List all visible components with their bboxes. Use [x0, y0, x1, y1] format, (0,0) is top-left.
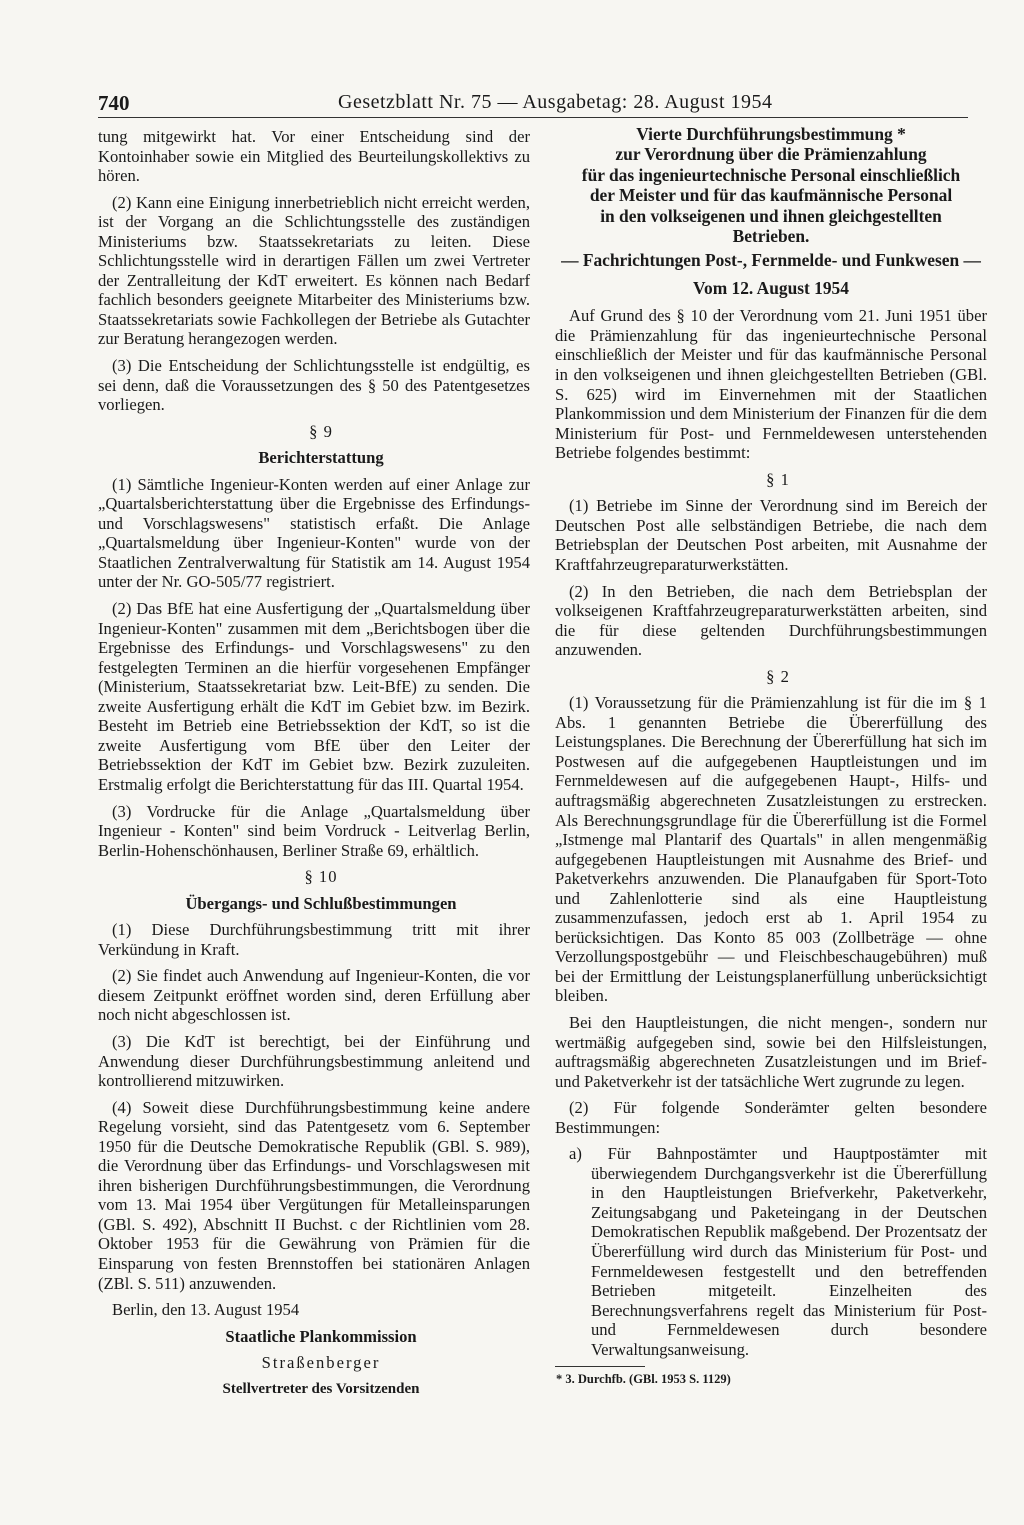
paragraph: (4) Soweit diese Durchführungsbestimmung keine andere Regelung vorsieht, sind das Patentgesetz vom 6. September 1950 für die Deutsche Demokratische Republik (GBl. S. 989), die Verordnung über das Erfindungs- und Vorschlagswesen mit ihren bisherigen Durchführungsbestimmungen, die Verordnung vom 13. Mai 1954 über Vergütungen für Metalleinsparungen (GBl. S. 492), Abschnitt II Buchst. c der Richtlinien vom 28. Oktober 1953 für die Gewährung von Prämien für die Einsparung von festen Brennstoffen bei stationären Anlagen (ZBl. S. 511) anzuwenden. — [98, 1097, 530, 1293]
title-line: zur Verordnung über die Prämienzahlung — [615, 144, 927, 165]
left-column — [98, 127, 530, 1406]
section-title: Berichterstattung — [258, 448, 384, 468]
header-title: Gesetzblatt Nr. 75 — Ausgabetag: 28. August 1954 — [338, 91, 773, 113]
title-line: in den volkseigenen und ihnen gleichgestellten — [600, 205, 942, 226]
paragraph: (2) Kann eine Einigung innerbetrieblich nicht erreicht werden, ist der Vorgang an die Schlichtungsstelle des zuständigen Ministeriums bzw. Staatssekretariats zu leiten. Diese Schlichtungsstelle wird in derartigen Fällen um zwei Vertreter der Zentralleitung der KdT erweitert. Es können nach Bedarf fachlich besonders geeignete Mitarbeiter des Ministeriums bzw. Staatssekretariats sowie Fachkollegen der Betriebe als Gutachter zur Beratung herangezogen werden. — [98, 192, 530, 349]
footnote-rule — [555, 1366, 645, 1367]
signatory-name: Straßenberger — [261, 1353, 381, 1373]
paragraph: tung mitgewirkt hat. Vor einer Entscheidung sind der Kontoinhaber sowie ein Mitglied des Beurteilungskollektivs zu hören. — [98, 127, 530, 186]
paragraph: (3) Vordrucke für die Anlage „Quartalsmeldung über Ingenieur - Konten" sind beim Vordruck - Leitverlag Berlin, Berlin-Hohenschönhausen, Berliner Straße 69, erhältlich. — [98, 801, 530, 860]
section-number: § 9 — [309, 421, 333, 441]
place-date: Berlin, den 13. August 1954 — [112, 1300, 300, 1320]
title-line: Betrieben. — [732, 226, 810, 247]
paragraph: (1) Voraussetzung für die Prämienzahlung ist für die im § 1 Abs. 1 genannten Betriebe die Übererfüllung des Leistungsplanes. Die Berechnung der Übererfüllung hat sich im Postwesen auf die aufgegebenen Hauptleistungen und im Fernmeldewesen auf die aufgegebenen Haupt-, Hilfs- und auftragsmäßig abgerechneten Zusatzleistungen zu erstrecken. Als Berechnungsgrundlage für die Übererfüllung ist die Formel „Istmenge mal Plantarif des Quartals" in allen mengenmäßig aufgegebenen Hauptleistungen mit Ausnahme des Brief- und Paketverkehrs anzuwenden. Die Planaufgaben für Sport-Toto und Zahlenlotterie sind als eine Hauptleistung zusammenzufassen, jedoch erst ab 1. April 1954 zu berücksichtigen. Das Konto 85 003 (Zollbeträge — ohne Verzollungspostgebühr — und Fleischbeschaugebühren) muß bei der Ermittlung der Leistungsplanerfüllung unberücksichtigt bleiben. — [555, 693, 987, 1006]
page-header — [98, 88, 968, 120]
page-number: 740 — [98, 91, 130, 115]
paragraph: Auf Grund des § 10 der Verordnung vom 21. Juni 1951 über die Prämienzahlung für das ingenieurtechnische Personal einschließlich der Meister und für das kaufmännische Personal in den volkseigenen und ihnen gleichgestellten Betrieben (GBl. S. 625) wird im Einvernehmen mit der Staatlichen Plankommission und dem Ministerium der Finanzen für die dem Ministerium für Post- und Fernmeldewesen unterstehenden Betriebe folgendes bestimmt: — [555, 306, 987, 463]
paragraph: (2) Sie findet auch Anwendung auf Ingenieur-Konten, die vor diesem Zeitpunkt eröffnet worden sind, deren Erfüllung aber noch nicht abgeschlossen ist. — [98, 966, 530, 1025]
paragraph: (1) Diese Durchführungsbestimmung tritt mit ihrer Verkündung in Kraft. — [98, 920, 530, 959]
paragraph: (3) Die Entscheidung der Schlichtungsstelle ist endgültig, es sei denn, daß die Voraussetzungen des § 50 des Patentgesetzes vorliegen. — [98, 356, 530, 415]
paragraph: Bei den Hauptleistungen, die nicht mengen-, sondern nur wertmäßig aufgegeben sind, sowie bei den Hilfsleistungen, auftragsmäßig abgerechneten Zusatzleistungen und im Brief- und Paketverkehr ist der tatsächliche Wert zugrunde zu legen. — [555, 1012, 987, 1091]
title-line: Vierte Durchführungsbestimmung * — [636, 124, 906, 144]
document-date: Vom 12. August 1954 — [693, 277, 849, 298]
signature-organization: Staatliche Plankommission — [225, 1326, 417, 1346]
section-title: Übergangs- und Schlußbestimmungen — [185, 893, 457, 913]
header-rule — [98, 117, 968, 118]
section-number: § 2 — [766, 666, 790, 686]
document-subtitle: — Fachrichtungen Post-, Fernmelde- und Funkwesen — — [561, 250, 981, 271]
paragraph: (2) Das BfE hat eine Ausfertigung der „Quartalsmeldung über Ingenieur-Konten" zusammen mit dem „Berichtsbogen über die Ergebnisse des Erfindungs- und Vorschlagswesens" zu den festgelegten Terminen an die hierfür vorgesehenen Empfänger (Ministerium, Staatssekretariat bzw. Leit-BfE) zu senden. Die zweite Ausfertigung erhält die KdT im Gebiet bzw. im Bezirk. Besteht im Betrieb eine Betriebssektion der KdT, so ist die zweite Ausfertigung vom BfE über den Leiter der Betriebssektion der KdT im Gebiet bzw. Bezirk zuzuleiten. Erstmalig erfolgt die Berichterstattung für das III. Quartal 1954. — [98, 599, 530, 794]
paragraph: (3) Die KdT ist berechtigt, bei der Einführung und Anwendung dieser Durchführungsbestimmung anleitend und kontrollierend mitzuwirken. — [98, 1031, 530, 1091]
title-line: für das ingenieurtechnische Personal einschließlich — [581, 164, 961, 185]
section-number: § 10 — [304, 867, 338, 887]
footnote: * 3. Durchfb. (GBl. 1953 S. 1129) — [556, 1372, 731, 1386]
paragraph: (2) Für folgende Sonderämter gelten besondere Bestimmungen: — [555, 1098, 987, 1137]
list-item: a) Für Bahnpostämter und Hauptpostämter mit überwiegendem Durchgangsverkehr ist die Übererfüllung in den Hauptleistungen Briefverkehr, Paketverkehr, Zeitungsabgang und Paketeingang in der Deutschen Demokratischen Republik maßgebend. Der Prozentsatz der Übererfüllung wird durch das Ministerium für Post- und Fernmeldewesen festgestellt und den betreffenden Betrieben mitgeteilt. Einzelheiten des Berechnungsverfahrens regelt das Ministerium für Post- und Fernmeldewesen durch besondere Verwaltungsanweisung. — [569, 1144, 987, 1359]
title-line: der Meister und für das kaufmännische Personal — [589, 185, 953, 206]
section-number: § 1 — [766, 469, 790, 489]
paragraph: (1) Sämtliche Ingenieur-Konten werden auf einer Anlage zur „Quartalsberichterstattung über die Ergebnisse des Erfindungs- und Vorschlagswesens" statistisch erfaßt. Die Anlage „Quartalsmeldung über Ingenieur-Konten" wurde von der Staatlichen Zentralverwaltung für Statistik am 14. August 1954 unter der Nr. GO-505/77 registriert. — [98, 474, 530, 592]
paragraph: (1) Betriebe im Sinne der Verordnung sind im Bereich der Deutschen Post alle selbständigen Betriebe, die nach dem Betriebsplan der Deutschen Post arbeiten, mit Ausnahme der Kraftfahrzeugreparaturwerkstätten. — [555, 496, 987, 574]
right-column — [555, 124, 987, 1366]
paragraph: (2) In den Betrieben, die nach dem Betriebsplan der volkseigenen Kraftfahrzeugreparaturwerkstätten arbeiten, sind die für diese geltenden Durchführungsbestimmungen anzuwenden. — [555, 581, 987, 660]
signatory-role: Stellvertreter des Vorsitzenden — [222, 1380, 420, 1397]
document-title — [555, 124, 987, 246]
